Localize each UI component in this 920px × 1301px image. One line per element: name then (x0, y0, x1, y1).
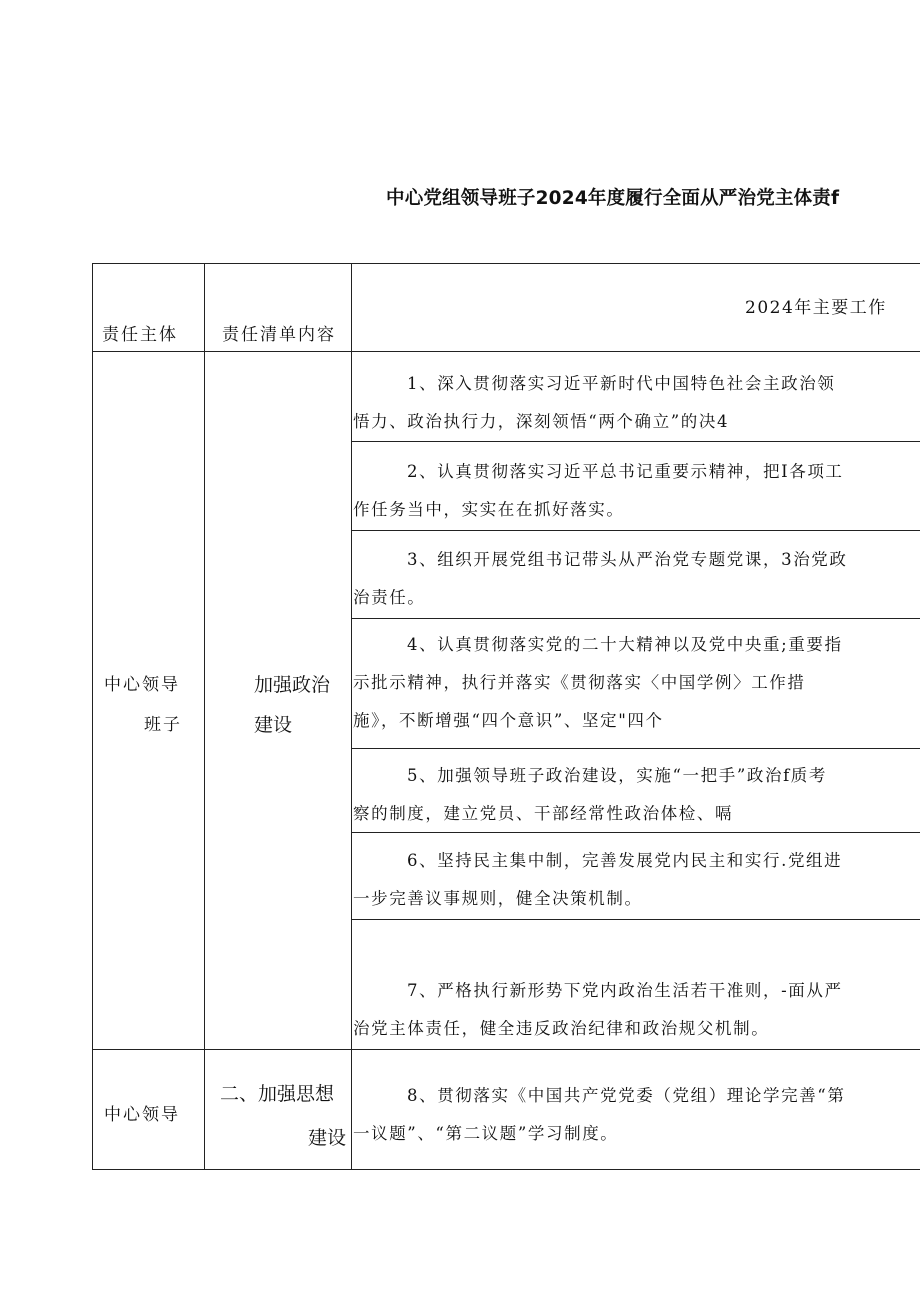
work-item-5-line1: 5、加强领导班子政治建设，实施“一把手”政治f质考 (407, 766, 827, 785)
work-item-1-line2: 悟力、政治执行力，深刻领悟“两个确立”的决4 (353, 412, 730, 431)
work-item-6 (353, 842, 920, 918)
row1-category-line1: 加强政治 (254, 674, 331, 696)
table-bottom-border (92, 1169, 920, 1170)
work-item-7-line1: 7、严格执行新形势下党内政治生活若干准则，-面从严 (407, 981, 843, 1000)
row2-category-line1: 二、加强思想 (220, 1083, 335, 1105)
work-item-5 (353, 757, 920, 833)
row1-subject-line2: 班子 (144, 715, 182, 735)
work-item-2-line1: 2、认真贯彻落实习近平总书记重要示精神，把I各项工 (407, 462, 844, 481)
work-item-2 (353, 453, 920, 529)
header-subject: 责任主体 (102, 325, 178, 345)
work-item-4-line1: 4、认真贯彻落实党的二十大精神以及党中央重;重要指 (407, 635, 843, 654)
row1-category-line2: 建设 (254, 714, 293, 736)
row2-subject-line1: 中心领导 (104, 1105, 180, 1125)
work-item-3 (353, 541, 920, 617)
work-item-6-line1: 6、坚持民主集中制，完善发展党内民主和实行.党组进 (407, 851, 843, 870)
work-item-6-line2: 一步完善议事规则，健全决策机制。 (353, 889, 643, 908)
work-item-3-line2: 治责任。 (353, 588, 426, 607)
work-item-5-line2: 察的制度，建立党员、干部经常性政治体检、嗝 (353, 804, 734, 823)
work-item-7 (353, 972, 920, 1048)
work-item-8 (353, 1077, 920, 1153)
header-work: 2024年主要工作 (745, 298, 887, 318)
work-item-3-line1: 3、组织开展党组书记带头从严治党专题党课，3治党政 (407, 550, 848, 569)
work-item-2-line2: 作任务当中，实实在在抓好落实。 (353, 500, 625, 519)
work-item-1-line1: 1、深入贯彻落实习近平新时代中国特色社会主政治领 (407, 374, 836, 393)
header-content: 责任清单内容 (222, 325, 336, 345)
work-item-1 (353, 365, 920, 441)
work-item-4-line3: 施》，不断增强“四个意识”、坚定"四个 (353, 711, 664, 730)
work-item-8-line2: 一议题”、“第二议题”学习制度。 (353, 1124, 619, 1143)
work-item-4 (353, 626, 920, 740)
row1-subject-line1: 中心领导 (104, 675, 180, 695)
row2-category-line2: 建设 (308, 1127, 347, 1149)
work-item-7-line2: 治党主体责任，健全违反政治纪律和政治规父机制。 (353, 1019, 770, 1038)
document-title: 中心党组领导班子2024年度履行全面从严治党主体责f (386, 188, 840, 209)
work-item-4-line2: 示批示精神，执行并落实《贯彻落实〈中国学例〉工作措 (353, 673, 806, 692)
work-item-8-line1: 8、贯彻落实《中国共产党党委（党组）理论学完善“第 (407, 1086, 846, 1105)
